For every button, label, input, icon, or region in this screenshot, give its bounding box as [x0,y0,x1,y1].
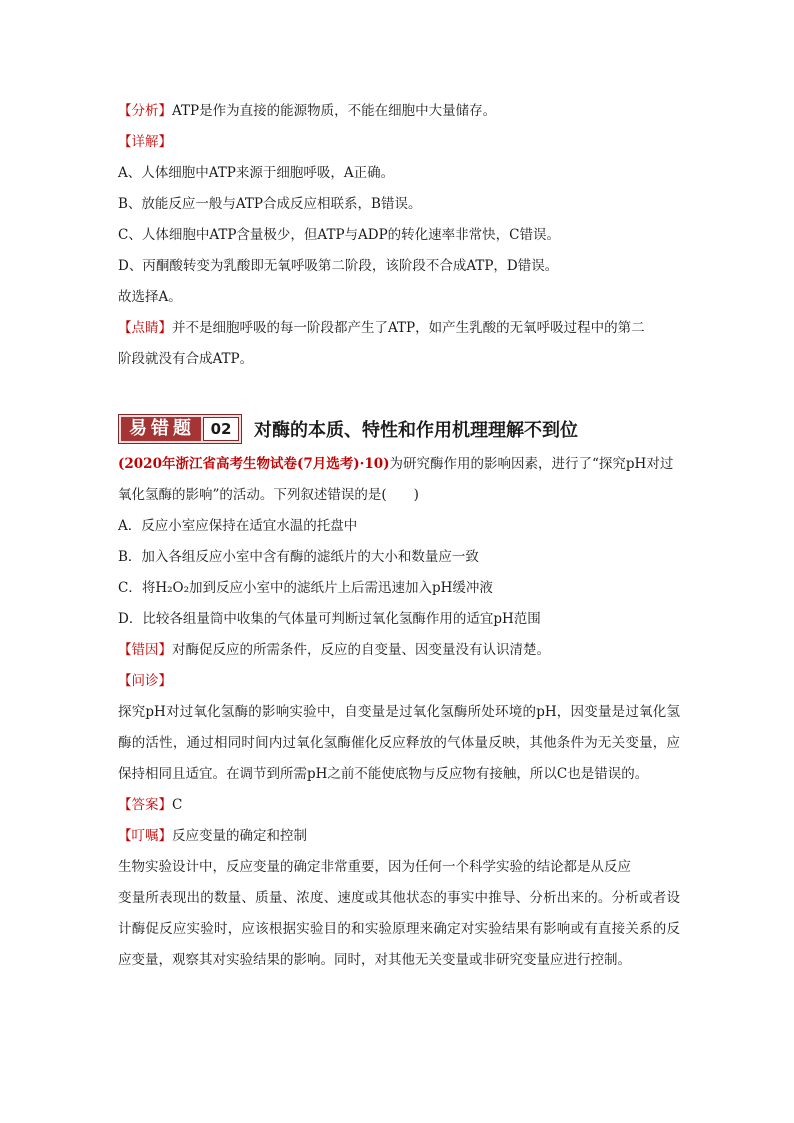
analysis-text: ATP是作为直接的能源物质，不能在细胞中大量储存。 [172,103,497,119]
analysis-line [118,96,680,127]
answer-line [118,790,680,821]
question-source: (2020年浙江省高考生物试卷(7月选考)·10) [118,456,390,472]
diagnosis-tag: 【问诊】 [118,673,172,689]
reminder-text: 反应变量的确定和控制 [172,828,307,844]
detail-option-a: A、人体细胞中ATP来源于细胞呼吸，A正确。 [118,165,395,181]
cause-line [118,635,680,666]
question-stem-line-1 [118,449,680,480]
detail-tag: 【详解】 [118,134,172,150]
answer-text: C [172,797,183,813]
detail-option-d: D、丙酮酸转变为乳酸即无氧呼吸第二阶段，该阶段不合成ATP，D错误。 [118,258,559,274]
note-text-1: 并不是细胞呼吸的每一阶段都产生了ATP，如产生乳酸的无氧呼吸过程中的第二 [172,320,645,336]
section-badge [118,414,242,444]
note-tag: 【点睛】 [118,320,172,336]
analysis-tag: 【分析】 [118,103,172,119]
cause-text: 对酶促反应的所需条件，反应的自变量、因变量没有认识清楚。 [172,642,550,658]
document-page [118,96,680,976]
badge-number: 02 [203,417,239,441]
reminder-tag: 【叮嘱】 [118,828,172,844]
question-option-c: C．将H₂O₂加到反应小室中的滤纸片上后需迅速加入pH缓冲液 [118,580,493,596]
question-option-d: D．比较各组量筒中收集的气体量可判断过氧化氢酶作用的适宜pH范围 [118,611,541,627]
note-line [118,313,680,344]
reminder-line [118,821,680,852]
section-heading: 对酶的本质、特性和作用机理理解不到位 [254,420,578,441]
reminder-para-rest: 变量所表现出的数量、质量、浓度、速度或其他状态的事实中推导、分析出来的。分析或者设计酶促反应实验时，应该根据实验目的和实验原理来确定对实验结果有影响或有直接关系的反应变量，观察其对实验结果的影响。同时，对其他无关变量或非研究变量应进行控制。 [118,890,680,968]
detail-option-b: B、放能反应一般与ATP合成反应相联系，B错误。 [118,196,422,212]
detail-option-c: C、人体细胞中ATP含量极少，但ATP与ADP的转化速率非常快，C错误。 [118,227,561,243]
reminder-para-line-1: 生物实验设计中，反应变量的确定非常重要，因为任何一个科学实验的结论都是从反应 [118,859,631,875]
choice-line: 故选择A。 [118,289,182,305]
question-option-b: B．加入各组反应小室中含有酶的滤纸片的大小和数量应一致 [118,549,479,565]
note-text-2: 阶段就没有合成ATP。 [118,351,254,367]
cause-tag: 【错因】 [118,642,172,658]
badge-title: 易错题 [121,417,201,441]
question-stem-2: 氧化氢酶的影响”的活动。下列叙述错误的是( ) [118,487,419,503]
question-stem-1: 为研究酶作用的影响因素，进行了“探究pH对过 [389,456,674,472]
answer-tag: 【答案】 [118,797,172,813]
diagnosis-text: 探究pH对过氧化氢酶的影响实验中，自变量是过氧化氢酶所处环境的pH，因变量是过氧化氢酶的活性，通过相同时间内过氧化氢酶催化反应释放的气体量反映，其他条件为无关变量，应保持相同且适宜。在调节到所需pH之前不能使底物与反应物有接触，所以C也是错误的。 [118,704,680,782]
question-option-a: A．反应小室应保持在适宜水温的托盘中 [118,518,358,534]
section-header [118,409,680,449]
